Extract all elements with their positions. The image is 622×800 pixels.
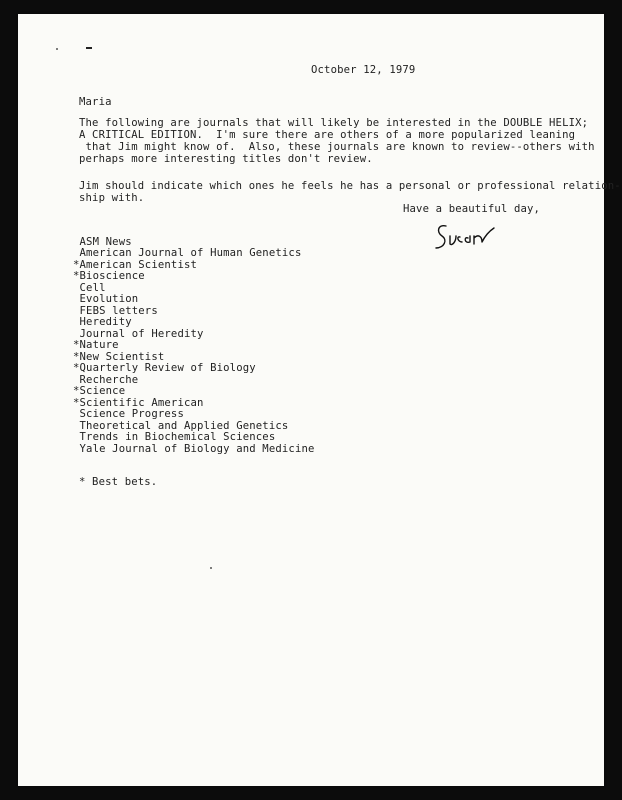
- paragraph-1-line-1: The following are journals that will likely be interested in the DOUBLE HELIX;: [79, 117, 589, 129]
- journal-item: Science Progress: [73, 408, 184, 420]
- paragraph-1-line-3: that Jim might know of. Also, these journals are known to review--others with: [79, 141, 595, 153]
- journal-item: *New Scientist: [73, 351, 165, 363]
- journal-item: *Bioscience: [73, 270, 145, 282]
- signature-susan: [432, 218, 502, 258]
- journal-item: Evolution: [73, 293, 139, 305]
- paragraph-2-line-2: ship with.: [79, 192, 145, 204]
- journal-item: Trends in Biochemical Sciences: [73, 431, 276, 443]
- journal-item: Recherche: [73, 374, 139, 386]
- journal-item: *Nature: [73, 339, 119, 351]
- journal-item: Journal of Heredity: [73, 328, 204, 340]
- journal-item: ASM News: [73, 236, 132, 248]
- paragraph-2-line-1: Jim should indicate which ones he feels he has a personal or professional relation-: [79, 180, 621, 192]
- paper-speck: [56, 48, 58, 50]
- journal-item: *Science: [73, 385, 126, 397]
- journal-item: *Quarterly Review of Biology: [73, 362, 256, 374]
- paragraph-1-line-2: A CRITICAL EDITION. I'm sure there are others of a more popularized leaning: [79, 129, 576, 141]
- paper-dash: [86, 47, 92, 49]
- journal-item: FEBS letters: [73, 305, 158, 317]
- letter-closing: Have a beautiful day,: [403, 203, 541, 215]
- journal-item: American Journal of Human Genetics: [73, 247, 302, 259]
- paragraph-1-line-4: perhaps more interesting titles don't review.: [79, 153, 373, 165]
- journal-item: *Scientific American: [73, 397, 204, 409]
- journal-item: Cell: [73, 282, 106, 294]
- letter-salutation: Maria: [79, 96, 112, 108]
- journal-item: Heredity: [73, 316, 132, 328]
- journal-item: Theoretical and Applied Genetics: [73, 420, 289, 432]
- paper-speck: [210, 567, 212, 569]
- journal-item: *American Scientist: [73, 259, 198, 271]
- journal-item: Yale Journal of Biology and Medicine: [73, 443, 315, 455]
- footnote-best-bets: * Best bets.: [79, 476, 158, 488]
- letter-date: October 12, 1979: [311, 64, 416, 76]
